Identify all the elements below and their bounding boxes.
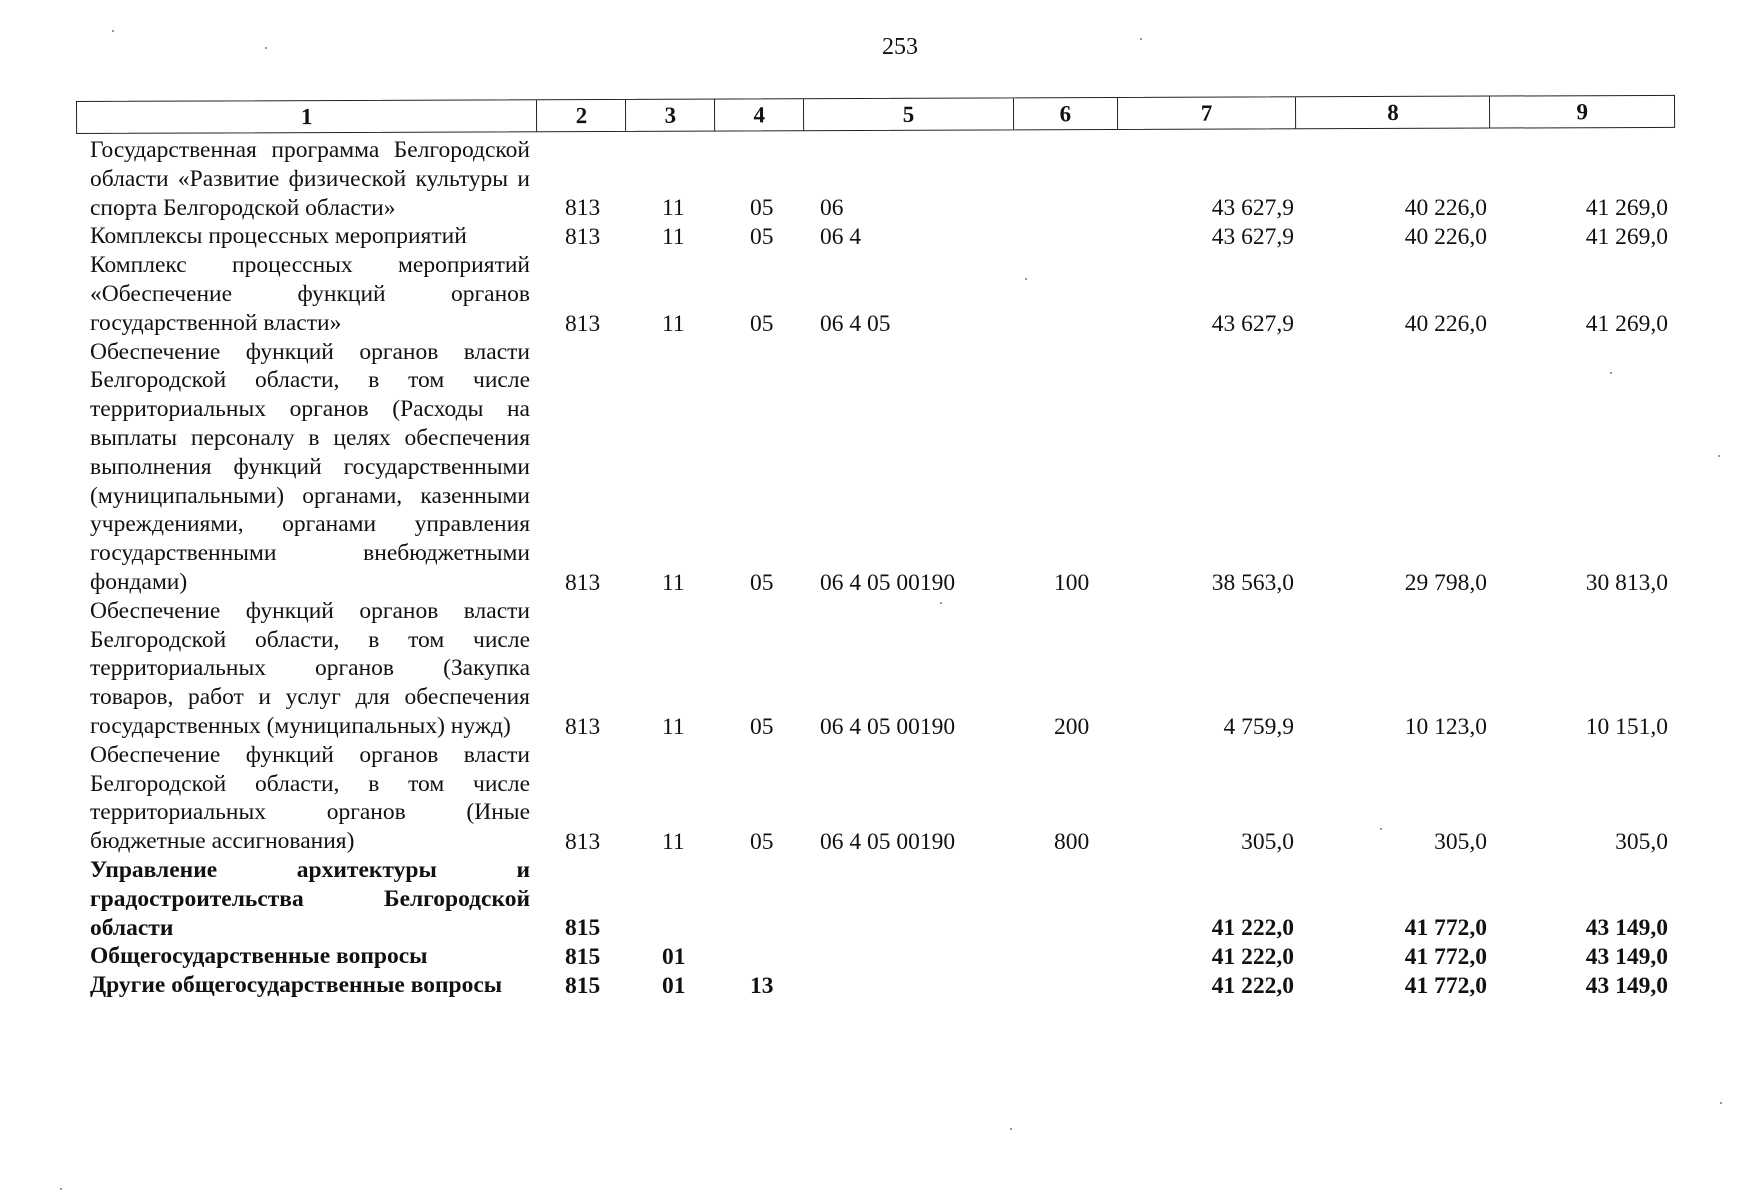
row-description: Государственная программа Белгородской области «Развитие физической культуры и спорта Белгородской области» [90, 137, 530, 221]
row-amount-col7: 4 759,9 [1223, 713, 1294, 740]
row-subsection-code: 05 [750, 828, 774, 855]
row-expense-type: 100 [1054, 569, 1090, 596]
header-col-5: 5 [804, 98, 1014, 130]
scan-speck [1025, 278, 1027, 280]
row-target-code: 06 4 05 00190 [820, 569, 956, 596]
table-row [0, 251, 1760, 337]
row-target-code: 06 4 05 00190 [820, 828, 956, 855]
header-col-4: 4 [715, 99, 804, 130]
row-target-code: 06 4 05 [820, 310, 891, 337]
row-amount-col7: 38 563,0 [1211, 569, 1294, 596]
row-description: Обеспечение функций органов власти Белгородской области, в том числе территориальных органов (Расходы на выплаты персоналу в целях обеспечения выполнения функций государственными (муниципальными) органами, казенными учреждениями, органами управления государственными внебюджетными фондами) [90, 338, 530, 595]
table-row [0, 338, 1760, 597]
row-amount-col9: 41 269,0 [1585, 310, 1668, 337]
row-amount-col8: 29 798,0 [1404, 569, 1487, 596]
row-section-code: 11 [662, 569, 685, 596]
row-amount-col8: 41 772,0 [1404, 944, 1487, 971]
row-amount-col8: 41 772,0 [1404, 915, 1487, 942]
row-target-code: 06 4 [820, 224, 862, 251]
row-description: Комплекс процессных мероприятий «Обеспечение функций органов государственной власти» [90, 252, 530, 336]
row-expense-type: 800 [1054, 828, 1090, 855]
row-amount-col7: 43 627,9 [1211, 310, 1294, 337]
row-target-code: 06 [820, 195, 844, 222]
row-amount-col8: 40 226,0 [1404, 310, 1487, 337]
row-amount-col7: 305,0 [1241, 828, 1294, 855]
table-row [0, 136, 1760, 222]
table-row [0, 741, 1760, 856]
row-subsection-code: 05 [750, 195, 774, 222]
page-number: 253 [882, 34, 918, 60]
row-amount-col7: 41 222,0 [1211, 944, 1294, 971]
row-amount-col9: 30 813,0 [1585, 569, 1668, 596]
table-row [0, 942, 1760, 971]
table-row [0, 597, 1760, 741]
row-ministry-code: 813 [565, 224, 601, 251]
row-subsection-code: 05 [750, 713, 774, 740]
header-col-2: 2 [537, 100, 626, 131]
row-amount-col7: 43 627,9 [1211, 195, 1294, 222]
row-amount-col8: 41 772,0 [1404, 972, 1487, 999]
scan-speck [1010, 1128, 1012, 1130]
scan-speck [1610, 372, 1612, 374]
row-amount-col7: 41 222,0 [1211, 915, 1294, 942]
scan-speck [112, 30, 114, 32]
row-amount-col9: 10 151,0 [1585, 713, 1668, 740]
row-ministry-code: 815 [565, 972, 601, 999]
row-subsection-code: 05 [750, 569, 774, 596]
row-section-code: 01 [662, 972, 686, 999]
row-ministry-code: 813 [565, 310, 601, 337]
row-section-code: 11 [662, 713, 685, 740]
row-description: Комплексы процессных мероприятий [90, 223, 467, 250]
row-expense-type: 200 [1054, 713, 1090, 740]
row-subsection-code: 13 [750, 972, 774, 999]
row-amount-col8: 40 226,0 [1404, 224, 1487, 251]
table-row [0, 971, 1760, 1000]
row-description: Обеспечение функций органов власти Белгородской области, в том числе территориальных органов (Иные бюджетные ассигнования) [90, 741, 530, 855]
row-description: Общегосударственные вопросы [90, 943, 428, 970]
row-description: Обеспечение функций органов власти Белгородской области, в том числе территориальных органов (Закупка товаров, работ и услуг для обеспечения государственных (муниципальных) нужд) [90, 597, 530, 739]
header-col-8: 8 [1296, 97, 1490, 129]
scan-speck [265, 47, 267, 49]
row-subsection-code: 05 [750, 310, 774, 337]
row-amount-col9: 41 269,0 [1585, 224, 1668, 251]
header-col-3: 3 [626, 100, 715, 131]
row-target-code: 06 4 05 00190 [820, 713, 956, 740]
row-amount-col8: 40 226,0 [1404, 195, 1487, 222]
table-header [76, 95, 1675, 134]
row-section-code: 11 [662, 828, 685, 855]
row-ministry-code: 813 [565, 713, 601, 740]
row-description: Другие общегосударственные вопросы [90, 972, 503, 999]
table-body [0, 136, 1760, 1000]
scan-speck [1718, 455, 1720, 457]
row-description: Управление архитектуры и градостроительства Белгородской области [90, 856, 530, 941]
scan-speck [940, 602, 942, 604]
row-ministry-code: 813 [565, 195, 601, 222]
row-amount-col8: 10 123,0 [1404, 713, 1487, 740]
row-amount-col9: 305,0 [1615, 828, 1668, 855]
row-section-code: 11 [662, 310, 685, 337]
row-amount-col9: 43 149,0 [1585, 915, 1668, 942]
table-row [0, 222, 1760, 251]
row-section-code: 11 [662, 224, 685, 251]
row-section-code: 11 [662, 195, 685, 222]
row-section-code: 01 [662, 944, 686, 971]
scan-speck [1720, 1102, 1722, 1104]
row-amount-col8: 305,0 [1434, 828, 1487, 855]
row-amount-col9: 41 269,0 [1585, 195, 1668, 222]
header-col-7: 7 [1118, 97, 1297, 129]
row-ministry-code: 815 [565, 915, 601, 942]
table-row [0, 856, 1760, 942]
header-col-1: 1 [77, 100, 538, 133]
row-ministry-code: 813 [565, 828, 601, 855]
scan-speck [1140, 38, 1142, 40]
scan-speck [1380, 828, 1382, 830]
scan-speck [60, 1188, 62, 1190]
row-amount-col7: 43 627,9 [1211, 224, 1294, 251]
row-subsection-code: 05 [750, 224, 774, 251]
row-amount-col9: 43 149,0 [1585, 972, 1668, 999]
row-amount-col7: 41 222,0 [1211, 972, 1294, 999]
header-col-6: 6 [1014, 98, 1118, 129]
header-col-9: 9 [1576, 99, 1588, 125]
row-amount-col9: 43 149,0 [1585, 944, 1668, 971]
row-ministry-code: 813 [565, 569, 601, 596]
row-ministry-code: 815 [565, 944, 601, 971]
